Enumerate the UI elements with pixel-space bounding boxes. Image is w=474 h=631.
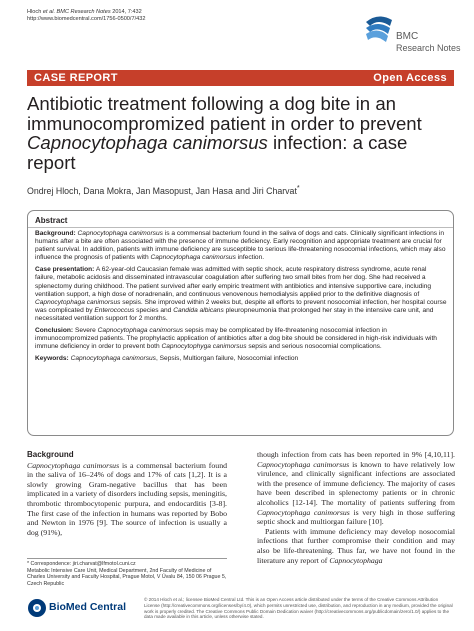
conclusion-text: sepsis may be complicated by life-threatening nosocomial infection in immunocompromized patients. The prophylactic application of antibiotics after a dog bite should be considered in high-risk individuals with immune deficiency in order to prevent both	[35, 327, 437, 351]
section-heading-background: Background	[27, 450, 74, 459]
case-text: species and	[134, 306, 174, 314]
license-text: © 2014 Hloch et al.; licensee BioMed Central Ltd. This is an Open Access article distributed under the terms of the Creative Commons Attribution License (http://creativecommons.org/licenses/by/4.0), which permits unrestricted use, distribution, and reproduction in any medium, provided the original work is properly credited. The Creative Commons Public Domain Dedication waiver (http://creativecommons.org/publicdomain/zero/1.0/) applies to the data made available in this article, unless otherwise stated.	[144, 597, 453, 620]
logo-text-bmc: BMC	[396, 31, 419, 42]
abstract-conclusion	[35, 327, 447, 351]
keywords-label: Keywords:	[35, 355, 69, 363]
abstract-box	[27, 210, 454, 436]
citation-journal: BMC Research Notes	[55, 9, 111, 15]
title-part-2: infection: a case report	[27, 132, 408, 173]
case-label: Case presentation:	[35, 266, 95, 274]
keywords-text: , Sepsis, Multiorgan failure, Nosocomial infection	[155, 355, 299, 363]
body-paragraph	[257, 450, 455, 527]
body-text: Patients with immune deficiency may develop nosocomial infections that further compromise their condition and may also be life-threatening. Thus far, we have not found in the literature any report of	[257, 526, 455, 565]
citation-header	[27, 9, 145, 23]
species-name: Capnocytophyga canimorsus	[161, 343, 247, 351]
footnote-divider	[27, 558, 227, 559]
abstract-divider	[28, 227, 453, 228]
body-text: is very high in those suffering septic shock and multiorgan failure [10].	[257, 507, 455, 527]
article-type-label: CASE REPORT	[34, 72, 118, 84]
abstract-keywords	[35, 355, 447, 363]
abstract-case	[35, 266, 447, 323]
conclusion-text: Severe	[73, 327, 98, 335]
species-name: Candida albicans	[173, 306, 224, 314]
abstract-body	[35, 230, 447, 367]
article-type-banner	[27, 70, 454, 86]
case-text: pleuropneumonia that prolonged her stay in the intensive care unit, and necessitated ventilation support for 2 months.	[35, 306, 434, 322]
publisher-name: BioMed Central	[49, 601, 127, 613]
correspondence-footnote	[27, 561, 227, 587]
title-part-1: Antibiotic treatment following a dog bite in an immunocompromized patient in order to prevent	[27, 93, 422, 134]
corresponding-mark: *	[296, 183, 300, 192]
page-footer	[27, 596, 454, 620]
conclusion-label: Conclusion:	[35, 327, 74, 335]
open-access-label: Open Access	[373, 72, 447, 84]
conclusion-text: sepsis and serious nosocomial complications.	[246, 343, 382, 351]
body-paragraph	[27, 461, 227, 538]
species-name: Capnocytophaga	[329, 555, 383, 565]
logo-text-journal: Research Notes	[396, 43, 461, 53]
title-species: Capnocytophaga canimorsus	[27, 132, 268, 153]
case-text: sepsis. She improved within 2 weeks but, despite all efforts to prevent nosocomial infection, her hospital course was complicated by	[35, 298, 447, 314]
correspondence-email[interactable]: * Correspondence: jiri.charvat@lfmotol.cuni.cz	[27, 561, 136, 567]
background-label: Background:	[35, 230, 76, 237]
background-text: is a commensal bacterium found in the saliva of dogs and cats. Clinically significant infections in humans after a bite are often associated with the presence of immune deficiency. Early recognition and appropriate treatment are crucial for patient survival. In addition, patients with immune deficiency are susceptible to serious life-threatening nosocomial infections, which may also influence the prognosis of patients with	[35, 230, 446, 262]
species-name: Enterococcus	[94, 306, 135, 314]
citation-etal: et al.	[41, 9, 55, 15]
article-title	[27, 94, 457, 172]
affiliation-text: Metabolic Intensive Care Unit, Medical Department, 2nd Faculty of Medicine of Charles University and Faculty Hospital, Prague Motol, V Úvalu 84, 150 06 Prague 5, Czech Republic	[27, 567, 227, 587]
species-name: Capnocytophaga canimorsus	[257, 459, 350, 469]
body-text: is a commensal bacterium found in the saliva of 16–24% of dogs and 17% of cats [1,2]. It is a slowly growing Gram-negative bacillus that has been implicated in a variety of disorders including sepsis, meningitis, thrombotic thrombocytopenic purpura, and endocarditis [3-8]. The first case of the infection in humans was reported by Bobo and Newton in 1976 [9]. The source of infection is usually a dog (91%),	[27, 460, 227, 537]
species-name: Capnocytophaga canimorsus	[35, 298, 121, 306]
abstract-heading: Abstract	[35, 216, 68, 225]
body-column-right	[257, 450, 455, 565]
body-text: is known to have relatively low virulence, and clinically significant infections are associated with the presence of immune deficiency. The majority of cases have been described in splenectomy patients or in chronic alcoholics [12-14]. The mortality of patients suffering from	[257, 459, 455, 507]
species-name: Capnocytophaga canimorsus	[77, 230, 163, 237]
background-text: infection.	[235, 254, 265, 262]
species-name: Capnocytophaga canimorsus	[257, 507, 350, 517]
publisher-logo	[27, 598, 137, 618]
citation-url[interactable]: http://www.biomedcentral.com/1756-0500/7/432	[27, 16, 146, 22]
case-text: A 62-year-old Caucasian female was admitted with septic shock, acute respiratory distress syndrome, acute renal failure, metabolic acidosis and disseminated intravascular coagulation after suffering two small bites from her dog. She had received a splenectomy during childhood. The patient survived after early empiric treatment with antibiotics and intensive supportive care, including ventilation support, a high dose of noradrenalin, and continuous venovenous hemodialysis applied prior to the definitive diagnosis of	[35, 266, 432, 298]
species-name: Capnocytophaga canimorsus	[150, 254, 236, 262]
abstract-background	[35, 230, 447, 262]
species-name: Capnocytophaga canimorsus	[70, 355, 156, 363]
species-name: Capnocytophaga canimorsus	[27, 460, 120, 470]
citation-author: Hloch	[27, 9, 42, 15]
species-name: Capnocytophaga canimorsus	[97, 327, 184, 335]
body-paragraph	[257, 527, 455, 565]
authors-names: Ondrej Hloch, Dana Mokra, Jan Masopust, Jan Hasa and Jiri Charvat	[27, 185, 297, 196]
body-column-left	[27, 450, 227, 537]
citation-year-issue: 2014, 7:432	[110, 9, 142, 15]
biomed-central-icon	[27, 598, 47, 618]
bmc-logo-icon	[362, 12, 396, 62]
author-list	[27, 183, 300, 196]
body-text: though infection from cats has been reported in 9% [4,10,11].	[257, 450, 455, 459]
journal-logo	[362, 12, 461, 68]
